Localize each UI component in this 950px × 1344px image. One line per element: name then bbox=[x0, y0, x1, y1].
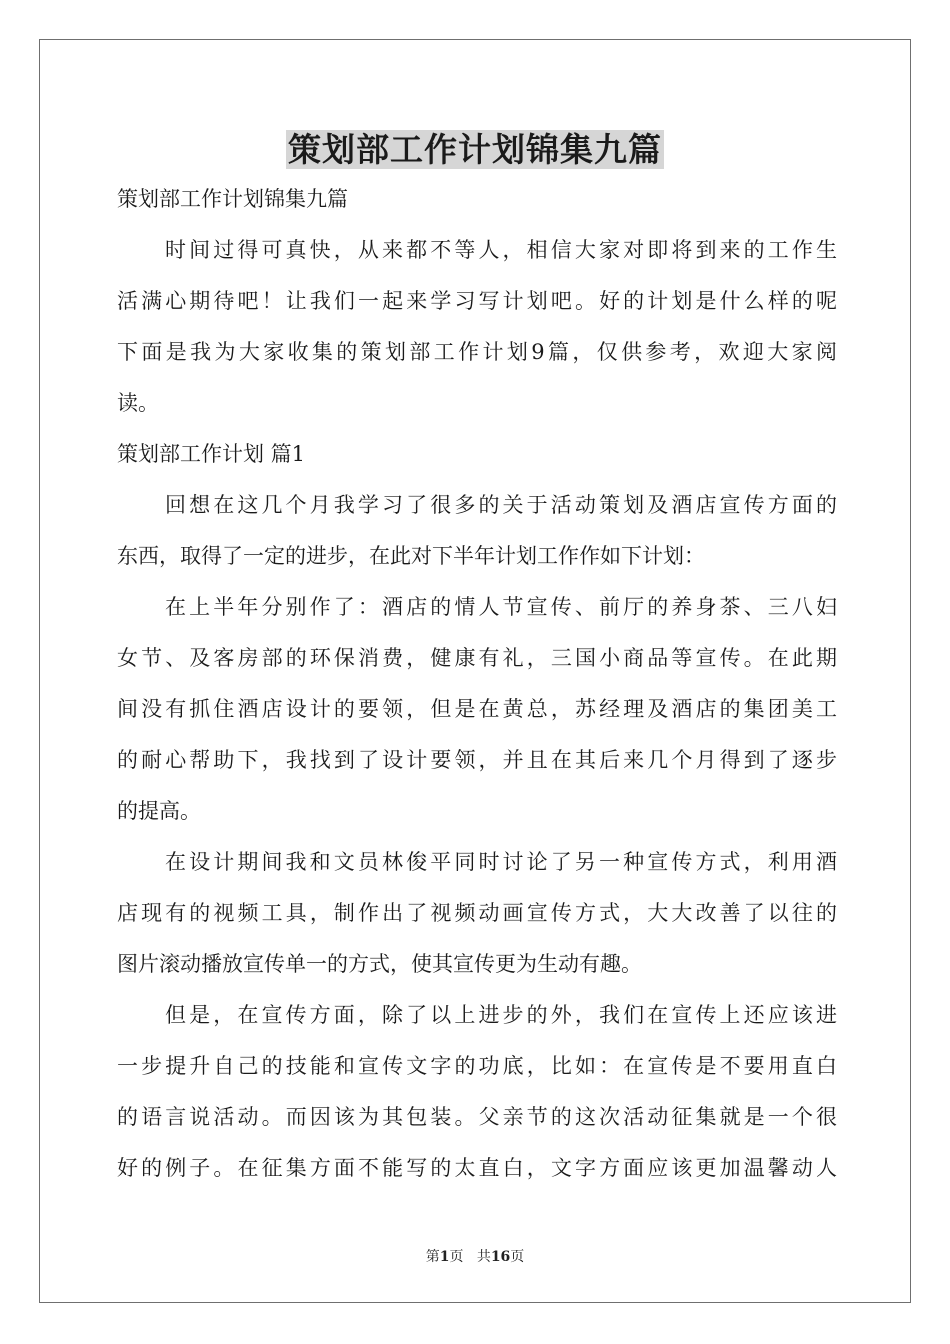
document-body bbox=[117, 174, 837, 1194]
text-line: 读。 bbox=[117, 391, 159, 415]
text-line: 图片滚动播放宣传单一的方式，使其宣传更为生动有趣。 bbox=[117, 952, 642, 976]
page-number-prefix: 第 bbox=[425, 1249, 440, 1265]
text-line: 间没有抓住酒店设计的要领，但是在黄总，苏经理及酒店的集团美工 bbox=[117, 697, 837, 721]
text-line: 在上半年分别作了：酒店的情人节宣传、前厅的养身茶、三八妇 bbox=[165, 595, 837, 619]
page-total: 16 bbox=[490, 1249, 511, 1265]
page-number: 1 bbox=[439, 1249, 450, 1265]
document-title-text: 策划部工作计划锦集九篇 bbox=[288, 130, 662, 169]
text-line: 但是，在宣传方面，除了以上进步的外，我们在宣传上还应该进 bbox=[165, 1003, 837, 1027]
text-line: 东西，取得了一定的进步，在此对下半年计划工作作如下计划： bbox=[117, 544, 705, 568]
document-title bbox=[0, 128, 950, 172]
text-line: 策划部工作计划锦集九篇 bbox=[117, 187, 348, 211]
text-line: 的耐心帮助下，我找到了设计要领，并且在其后来几个月得到了逐步 bbox=[117, 748, 837, 772]
text-line: 在设计期间我和文员林俊平同时讨论了另一种宣传方式，利用酒 bbox=[165, 850, 837, 874]
text-line: 策划部工作计划 篇1 bbox=[117, 442, 306, 466]
page-footer bbox=[0, 1248, 950, 1266]
text-line: 的语言说活动。而因该为其包装。父亲节的这次活动征集就是一个很 bbox=[117, 1105, 837, 1129]
text-line: 活满心期待吧！让我们一起来学习写计划吧。好的计划是什么样的呢 bbox=[117, 289, 837, 313]
page-number-suffix: 页 bbox=[449, 1249, 464, 1265]
text-line: 一步提升自己的技能和宣传文字的功底，比如：在宣传是不要用直白 bbox=[117, 1054, 837, 1078]
page-total-suffix: 页 bbox=[510, 1249, 525, 1265]
text-line: 好的例子。在征集方面不能写的太直白，文字方面应该更加温馨动人 bbox=[117, 1156, 837, 1180]
text-line: 店现有的视频工具，制作出了视频动画宣传方式，大大改善了以往的 bbox=[117, 901, 837, 925]
text-line: 时间过得可真快，从来都不等人，相信大家对即将到来的工作生 bbox=[165, 238, 837, 262]
text-line: 的提高。 bbox=[117, 799, 201, 823]
text-line: 女节、及客房部的环保消费，健康有礼，三国小商品等宣传。在此期 bbox=[117, 646, 837, 670]
page-total-prefix: 共 bbox=[476, 1249, 491, 1265]
text-line: 下面是我为大家收集的策划部工作计划9篇，仅供参考，欢迎大家阅 bbox=[117, 340, 837, 364]
text-line: 回想在这几个月我学习了很多的关于活动策划及酒店宣传方面的 bbox=[165, 493, 837, 517]
